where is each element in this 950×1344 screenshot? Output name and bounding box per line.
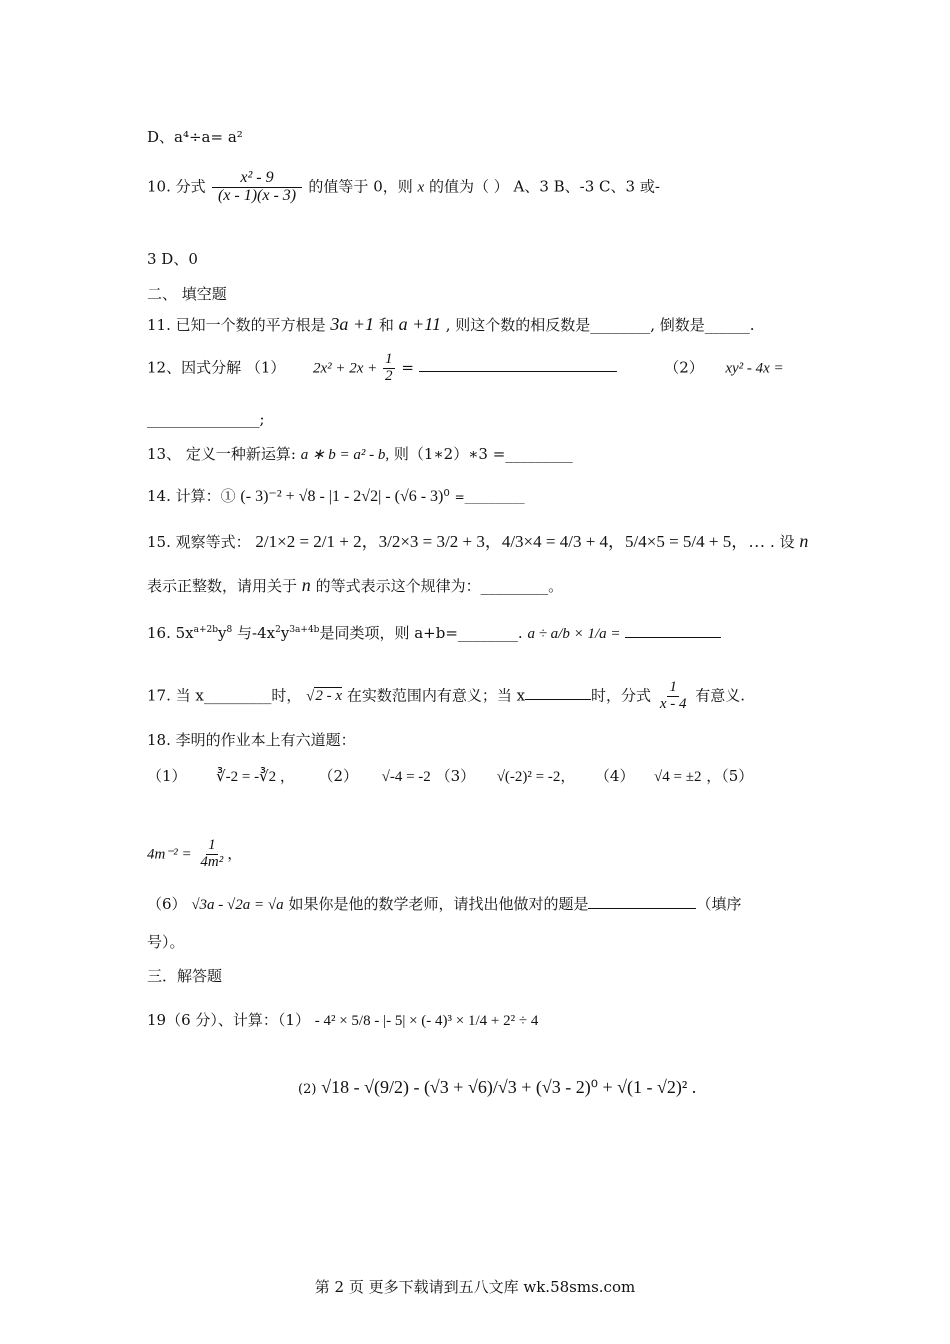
q16-sup2: 8 xyxy=(226,625,233,635)
q18-item-6-expr: √3a - √2a = √a xyxy=(191,897,284,913)
q16-text-d: y xyxy=(280,624,290,642)
q11-text-a: 11. 已知一个数的平方根是 xyxy=(147,316,326,334)
q18-item-5-fraction xyxy=(198,838,225,871)
q17-frac-den: x - 4 xyxy=(659,695,687,712)
q17-fraction xyxy=(658,680,689,713)
q15-text-a: 15. 观察等式： xyxy=(147,533,251,551)
q18-item-5-lhs: 4m⁻² = xyxy=(147,846,192,863)
q18-item-6-tail: （填序 xyxy=(696,895,742,913)
q12-eq: = xyxy=(401,358,414,377)
q15-cont-a: 表示正整数，请用关于 xyxy=(147,577,298,595)
q13-expr: a ∗ b = a² - b, xyxy=(300,447,390,463)
q18-item-3-label: （3） xyxy=(435,767,476,785)
q10-prefix: 10. 分式 xyxy=(147,177,206,196)
q18-item-6 xyxy=(147,893,741,914)
q12-frac-num: 1 xyxy=(385,351,393,367)
q14-eq: =__________ xyxy=(454,490,525,504)
section-solutions: 三．解答题 xyxy=(147,967,223,985)
section-fill-blank: 二、 填空题 xyxy=(147,285,227,303)
q15-expr: 2/1×2 = 2/1 + 2，3/2×3 = 3/2 + 3，4/3×4 = 4/3 + 4，5/4×5 = 5/4 + 5，… xyxy=(255,532,766,551)
q18-item-5-den: 4m² xyxy=(200,853,224,870)
q10-mid: 的值等于 0，则 xyxy=(308,177,413,196)
q11-text-b: 和 xyxy=(378,316,394,334)
q15-cont-var: n xyxy=(301,575,311,595)
q12-continued: _______________; xyxy=(147,410,265,428)
q12-expr2: xy² - 4x = xyxy=(725,360,784,377)
q10-denominator: (x - 1)(x - 3) xyxy=(217,186,297,204)
q11-expr1: 3a +1 xyxy=(330,314,375,334)
q18-item-4-label: （4） xyxy=(594,767,635,785)
question-16 xyxy=(147,622,721,643)
question-12 xyxy=(147,352,784,385)
q17-answer-blank[interactable] xyxy=(525,685,591,700)
q18-answer-blank[interactable] xyxy=(588,894,696,909)
q10-numerator: x² - 9 xyxy=(212,170,301,188)
q12-answer-blank[interactable] xyxy=(419,357,617,372)
q18-item-6-continued: 号）。 xyxy=(147,933,185,951)
q10-fraction xyxy=(212,170,301,205)
q18-item-1-label: （1） xyxy=(147,767,187,785)
q16-sup4: 3a+4b xyxy=(289,625,320,635)
question-17 xyxy=(147,680,745,713)
q12-fraction xyxy=(383,352,395,385)
q10-var: x xyxy=(417,179,425,196)
question-14 xyxy=(147,485,525,506)
q15-var: n xyxy=(799,531,809,551)
q19-expr1: - 4² × 5/8 - |- 5| × (- 4)³ × 1/4 + 2² ÷ 4 xyxy=(314,1013,539,1029)
q12-label: 12、因式分解 （1） xyxy=(147,358,286,377)
q10-continued: 3 D、0 xyxy=(147,250,198,268)
q12-frac-den: 2 xyxy=(385,367,393,384)
q17-text-d: 有意义. xyxy=(695,686,746,705)
q10-suffix: 的值为（ ） A、3 B、-3 C、3 或- xyxy=(428,177,660,196)
q18-item-6-text: 如果你是他的数学老师，请找出他做对的题是 xyxy=(288,895,589,913)
q17-text-a: 17. 当 x_________时， xyxy=(147,686,302,705)
q14-text: 14. 计算：① xyxy=(147,487,236,505)
q18-item-2-label: （2） xyxy=(318,767,359,785)
option-d: D、a⁴÷a= a² xyxy=(147,128,243,146)
q17-frac-num: 1 xyxy=(669,679,677,695)
q16-text-e: 是同类项，则 a+b=________. xyxy=(319,624,523,642)
q18-item-4-expr: √4 = ±2 xyxy=(654,769,702,785)
q17-text-b: 在实数范围内有意义；当 x xyxy=(346,686,526,705)
q11-text-c: , 则这个数的相反数是________, 倒数是______. xyxy=(445,316,755,334)
q19-part2-label: (2) xyxy=(298,1082,317,1097)
q18-item-5-num: 1 xyxy=(208,837,216,853)
q18-item-1-expr: ∛-2 = -∛2 ， xyxy=(216,769,295,785)
question-19-part1 xyxy=(147,1009,538,1030)
q16-sup1: a+2b xyxy=(193,625,219,635)
q19-label: 19（6 分）、计算：（1） xyxy=(147,1011,310,1029)
q16-text-a: 16. 5x xyxy=(147,624,194,642)
q13-text-a: 13、 定义一种新运算: xyxy=(147,445,296,463)
q17-text-c: 时，分式 xyxy=(591,686,652,705)
page-footer: 第 2 页 更多下载请到五八文库 wk.58sms.com xyxy=(314,1278,636,1296)
q17-sqrt: √2 - x xyxy=(306,688,343,705)
q18-item-2-expr: √-4 = -2 xyxy=(381,769,431,785)
q15-continued xyxy=(147,575,563,596)
q16-expr: a ÷ a/b × 1/a = xyxy=(527,626,621,642)
q18-item-5: 4m⁻² = $\frac{1}{\text{4m²}}$ ， xyxy=(147,837,243,870)
q12-expr1: 2x² + 2x + xyxy=(312,360,382,377)
q18-item-5-label: ，（5） xyxy=(706,767,754,785)
question-18-items xyxy=(147,765,753,786)
question-18-title: 18. 李明的作业本上有六道题： xyxy=(147,731,356,749)
q18-item-6-label: （6） xyxy=(147,895,187,913)
question-11 xyxy=(147,314,755,335)
q15-text-b: . 设 xyxy=(770,533,795,551)
q15-cont-b: 的等式表示这个规律为：_________。 xyxy=(315,577,564,595)
question-15 xyxy=(147,527,808,552)
question-19-part2 xyxy=(298,1077,696,1098)
q13-text-b: 则（1∗2）∗3 =_________ xyxy=(393,445,573,463)
question-10 xyxy=(147,170,660,205)
q14-expr: (- 3)⁻² + √8 - |1 - 2√2| - (√6 - 3)⁰ xyxy=(240,488,450,505)
q18-item-3-expr: √(-2)² = -2， xyxy=(496,769,576,785)
q16-answer-blank[interactable] xyxy=(625,623,721,638)
q19-expr2: √18 - √(9/2) - (√3 + √6)/√3 + (√3 - 2)⁰ + √(1 - √2)² . xyxy=(321,1077,697,1097)
q16-text-b: y xyxy=(218,624,227,642)
q16-text-c: 与-4x xyxy=(232,624,276,642)
q16-sup3: 2 xyxy=(275,625,281,635)
question-13 xyxy=(147,443,573,464)
q12-label2: （2） xyxy=(664,358,704,377)
q11-expr2: a +11 xyxy=(398,314,441,334)
